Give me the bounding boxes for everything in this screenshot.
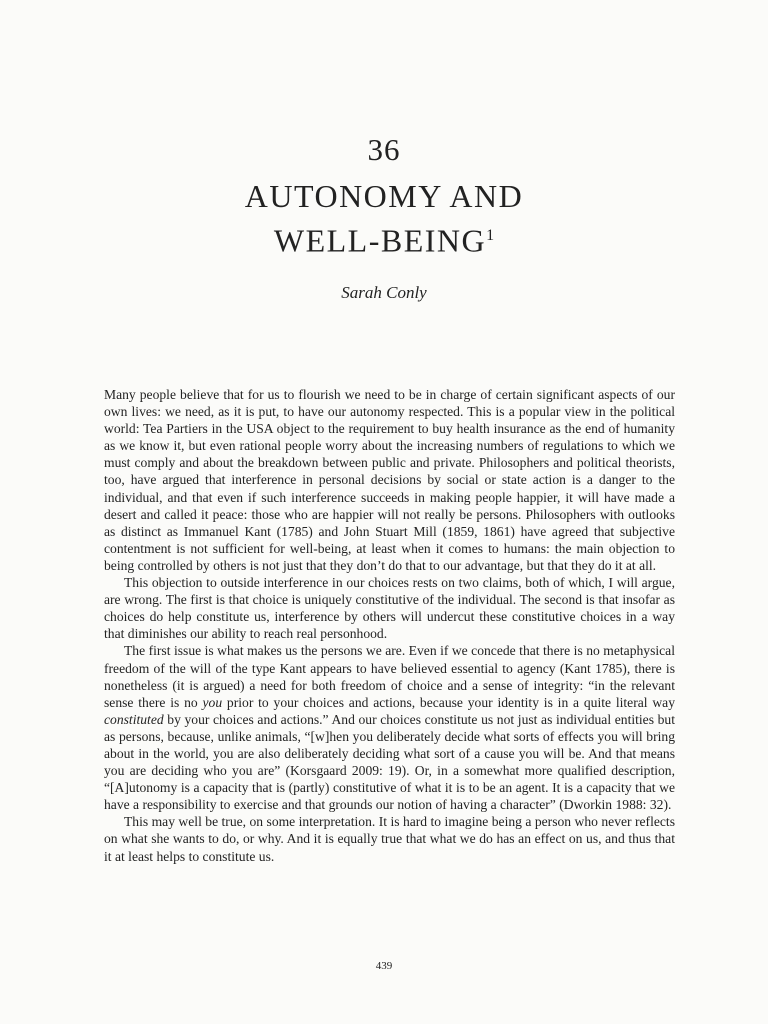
chapter-title bbox=[0, 176, 768, 261]
author-name: Sarah Conly bbox=[341, 283, 427, 302]
chapter-number: 36 bbox=[367, 132, 401, 167]
footnote-marker[interactable]: 1 bbox=[486, 227, 495, 244]
chapter-title-line-1: AUTONOMY AND bbox=[244, 178, 524, 214]
chapter-title-line-2 bbox=[0, 216, 768, 261]
paragraph-1: Many people believe that for us to flourish we need to be in charge of certain significant aspects of our own lives: we need, as it is put, to have our autonomy respected. This is a popular view in the political world: Tea Partiers in the USA object to the requirement to buy health insurance as the end of humanity as we know it, but even rational people worry about the increasing numbers of regulations to which we must comply and about the breakdown between public and private. Philosophers and political theorists, too, have argued that interference in personal decisions by social or state action is a danger to the individual, and that even if such interference succeeds in making people happier, it will have made a desert and called it peace: those who are happier will not really be persons. Philosophers with outlooks as distinct as Immanuel Kant (1785) and John Stuart Mill (1859, 1861) have agreed that subjective contentment is not sufficient for well-being, at least when it comes to humans: the main objection to being controlled by others is not just that they don’t do that to our advantage, but that they do it at all. bbox=[104, 387, 675, 573]
paragraph-3-text-c: by your choices and actions.” And our choices constitute us not just as individual entities but as persons, because, unlike animals, “[w]hen you deliberately decide what sorts of effects you will bring about in the world, you are also deliberately deciding what sort of a cause you will be. And that means you are deciding who you are” (Korsgaard 2009: 19). Or, in a somewhat more qualified description, “[A]utonomy is a capacity that is (partly) constitutive of what it is to be an agent. It is a capacity that we have a responsibility to exercise and that grounds our notion of having a character” (Dworkin 1988: 32). bbox=[104, 711, 675, 813]
page-number: 439 bbox=[375, 960, 393, 972]
chapter-title-line-2-text: WELL-BEING bbox=[273, 222, 487, 259]
emphasis-you: you bbox=[202, 694, 223, 710]
emphasis-constituted: constituted bbox=[104, 711, 164, 727]
paragraph-3-text-a: The first issue is what makes us the persons we are. Even if we concede that there is no metaphysical freedom of the will of the type Kant appears to have believed essential to agency (Kant 1785), there is nonetheless (it is argued) a need for both freedom of choice and a sense of integrity: “in the relevant sense there is no bbox=[104, 643, 675, 710]
paragraph-3-text-b: prior to your choices and actions, because your identity is in a quite literal way bbox=[222, 694, 675, 710]
paragraph-2: This objection to outside interference in our choices rests on two claims, both of which, I will argue, are wrong. The first is that choice is uniquely constitutive of the individual. The second is that insofar as choices do help constitute us, interference by others will undercut these constitutive choices in a way that diminishes our ability to reach real personhood. bbox=[104, 575, 675, 642]
body-text bbox=[104, 386, 675, 865]
paragraph-4: This may well be true, on some interpretation. It is hard to imagine being a person who never reflects on what she wants to do, or why. And it is equally true that what we do has an effect on us, and thus that it at least helps to constitute us. bbox=[104, 814, 675, 864]
paragraph-3 bbox=[104, 642, 675, 813]
